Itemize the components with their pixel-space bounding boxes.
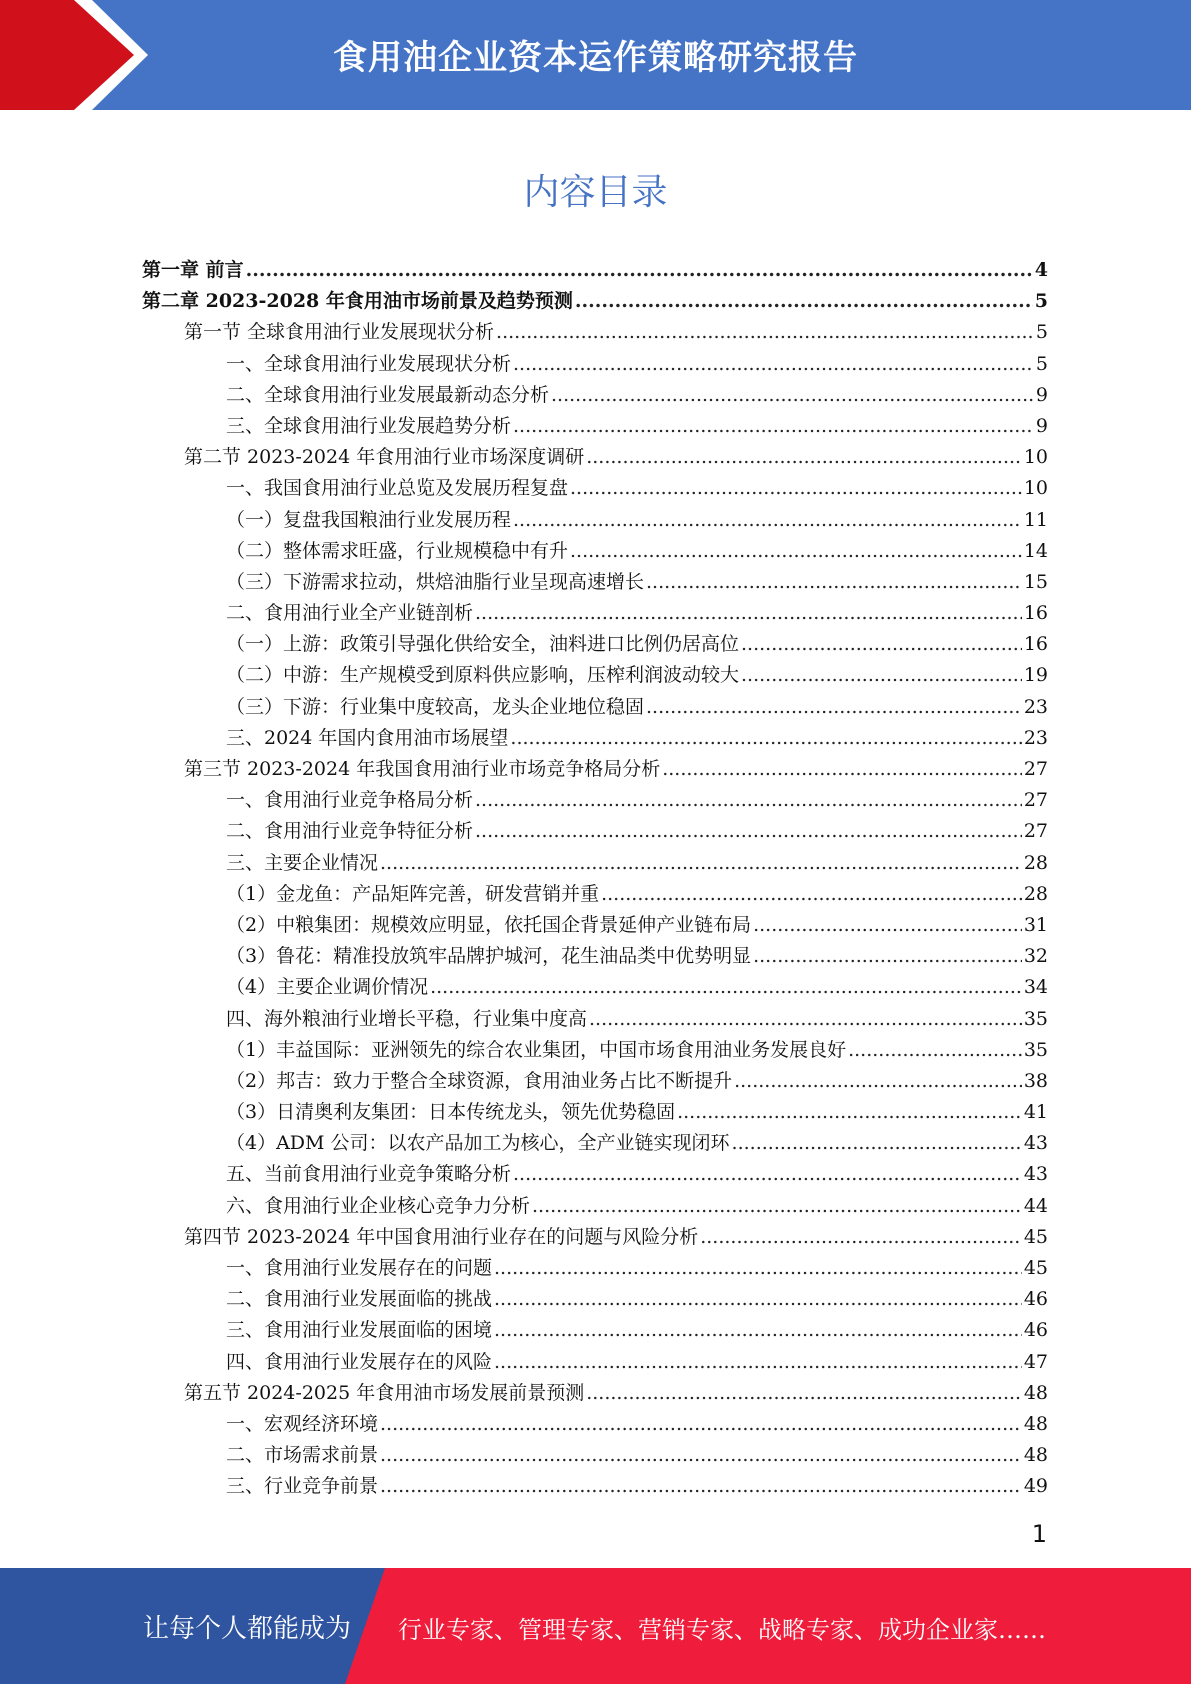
toc-entry-label: 一、全球食用油行业发展现状分析 <box>226 352 512 375</box>
toc-entry-page: 45 <box>1023 1257 1048 1279</box>
toc-entry-label: 二、市场需求前景 <box>226 1444 379 1467</box>
toc-dot-leader <box>510 723 1021 754</box>
toc-entry[interactable] <box>142 473 1048 504</box>
toc-entry-label: 二、食用油行业发展面临的挑战 <box>226 1288 493 1311</box>
toc-dot-leader <box>586 1378 1022 1409</box>
toc-entry[interactable] <box>142 442 1048 473</box>
toc-entry[interactable] <box>142 1222 1048 1253</box>
toc-dot-leader <box>513 505 1022 536</box>
toc-dot-leader <box>551 380 1034 411</box>
toc-entry-page: 14 <box>1023 539 1048 562</box>
toc-entry-label: 第二节 2023-2024 年食用油行业市场深度调研 <box>184 446 585 469</box>
toc-entry[interactable] <box>142 1284 1048 1315</box>
toc-entry[interactable] <box>142 754 1048 785</box>
footer-slogan-right: 行业专家、管理专家、营销专家、战略专家、成功企业家…… <box>398 1616 1046 1644</box>
toc-entry-label: 一、宏观经济环境 <box>226 1412 379 1435</box>
toc-entry-label: （二）中游：生产规模受到原料供应影响，压榨利润波动较大 <box>226 664 740 687</box>
toc-dot-leader <box>753 910 1022 941</box>
toc-dot-leader <box>513 349 1034 380</box>
toc-entry[interactable] <box>142 660 1048 691</box>
toc-dot-leader <box>475 816 1022 847</box>
toc-entry-label: （二）整体需求旺盛，行业规模稳中有升 <box>226 539 569 562</box>
toc-entry-label: （一）上游：政策引导强化供给安全，油料进口比例仍居高位 <box>226 633 740 656</box>
toc-dot-leader <box>380 1440 1022 1471</box>
toc-entry-page: 38 <box>1023 1069 1048 1092</box>
toc-entry-label: （三）下游：行业集中度较高，龙头企业地位稳固 <box>226 695 645 718</box>
toc-entry-page: 46 <box>1023 1319 1048 1342</box>
toc-entry-label: （4）主要企业调价情况 <box>226 976 429 999</box>
toc-dot-leader <box>700 1222 1022 1253</box>
toc-entry[interactable] <box>142 505 1048 536</box>
toc-entry-page: 5 <box>1034 290 1048 313</box>
toc-entry[interactable] <box>142 1440 1048 1471</box>
toc-entry-page: 49 <box>1023 1475 1048 1498</box>
toc-entry-label: （1）金龙鱼：产品矩阵完善，研发营销并重 <box>226 882 600 905</box>
toc-entry-label: 一、我国食用油行业总览及发展历程复盘 <box>226 477 569 500</box>
toc-dot-leader <box>532 1191 1022 1222</box>
toc-entry-page: 23 <box>1023 695 1048 718</box>
toc-dot-leader <box>380 1471 1022 1502</box>
toc-entry-page: 31 <box>1023 913 1048 936</box>
toc-entry[interactable] <box>142 692 1048 723</box>
toc-entry-page: 45 <box>1023 1225 1048 1248</box>
toc-entry-label: 五、当前食用油行业竞争策略分析 <box>226 1163 512 1186</box>
table-of-contents <box>142 255 1048 1503</box>
toc-entry[interactable] <box>142 255 1048 286</box>
toc-entry[interactable] <box>142 1347 1048 1378</box>
toc-entry-page: 10 <box>1023 477 1048 500</box>
toc-entry-label: 第一章 前言 <box>142 259 244 281</box>
toc-heading: 内容目录 <box>523 172 668 213</box>
toc-entry-page: 19 <box>1023 664 1048 687</box>
toc-entry[interactable] <box>142 785 1048 816</box>
toc-entry-page: 27 <box>1023 789 1048 812</box>
toc-dot-leader <box>734 1066 1022 1097</box>
toc-entry-page: 16 <box>1023 602 1048 625</box>
toc-entry-label: 一、食用油行业竞争格局分析 <box>226 789 474 812</box>
toc-entry-page: 28 <box>1023 851 1048 874</box>
toc-entry[interactable] <box>142 1066 1048 1097</box>
toc-entry-page: 9 <box>1035 383 1048 406</box>
toc-entry-page: 35 <box>1023 1038 1048 1061</box>
toc-entry-label: 一、食用油行业发展存在的问题 <box>226 1257 493 1279</box>
toc-dot-leader <box>601 879 1022 910</box>
toc-entry-page: 43 <box>1023 1132 1048 1155</box>
toc-entry-label: 第四节 2023-2024 年中国食用油行业存在的问题与风险分析 <box>184 1225 699 1248</box>
toc-dot-leader <box>430 972 1022 1003</box>
toc-entry-page: 48 <box>1023 1412 1048 1435</box>
toc-dot-leader <box>575 286 1033 317</box>
toc-entry[interactable] <box>142 972 1048 1003</box>
toc-entry-label: 三、2024 年国内食用油市场展望 <box>226 726 509 749</box>
toc-entry-label: 三、全球食用油行业发展趋势分析 <box>226 414 512 437</box>
toc-entry-page: 27 <box>1023 758 1048 780</box>
toc-entry-page: 5 <box>1035 321 1048 344</box>
toc-dot-leader <box>741 660 1022 691</box>
toc-entry-page: 9 <box>1035 414 1048 437</box>
toc-dot-leader <box>586 442 1022 473</box>
toc-dot-leader <box>475 785 1022 816</box>
toc-entry-label: （3）鲁花：精准投放筑牢品牌护城河，花生油品类中优势明显 <box>226 945 752 968</box>
toc-entry-page: 44 <box>1023 1194 1048 1217</box>
toc-entry-label: （4）ADM 公司：以农产品加工为核心，全产业链实现闭环 <box>226 1132 730 1155</box>
toc-dot-leader <box>246 255 1033 286</box>
toc-entry-page: 48 <box>1023 1381 1048 1404</box>
toc-dot-leader <box>475 598 1022 629</box>
toc-entry[interactable] <box>142 286 1048 317</box>
toc-entry-label: （3）日清奥利友集团：日本传统龙头，领先优势稳固 <box>226 1101 676 1124</box>
toc-dot-leader <box>646 692 1022 723</box>
page-number: 1 <box>1031 1520 1047 1548</box>
toc-dot-leader <box>513 1159 1022 1190</box>
toc-entry-label: 二、食用油行业全产业链剖析 <box>226 602 474 625</box>
toc-entry[interactable] <box>142 411 1048 442</box>
toc-entry[interactable] <box>142 1004 1048 1035</box>
toc-entry[interactable] <box>142 1035 1048 1066</box>
toc-entry-label: 第五节 2024-2025 年食用油市场发展前景预测 <box>184 1381 585 1404</box>
toc-entry[interactable] <box>142 536 1048 567</box>
toc-entry-label: 三、食用油行业发展面临的困境 <box>226 1319 493 1342</box>
toc-dot-leader <box>646 567 1022 598</box>
toc-entry-label: （一）复盘我国粮油行业发展历程 <box>226 508 512 531</box>
footer-slogan-left: 让每个人都能成为 <box>143 1614 352 1644</box>
toc-entry-label: 二、食用油行业竞争特征分析 <box>226 820 474 843</box>
toc-entry-label: （1）丰益国际：亚洲领先的综合农业集团，中国市场食用油业务发展良好 <box>226 1038 847 1061</box>
toc-entry-page: 48 <box>1023 1444 1048 1467</box>
toc-entry-label: 第一节 全球食用油行业发展现状分析 <box>184 321 495 344</box>
toc-entry-page: 16 <box>1023 633 1048 656</box>
toc-dot-leader <box>570 536 1022 567</box>
toc-entry-label: 六、食用油行业企业核心竞争力分析 <box>226 1194 531 1217</box>
toc-entry-label: 三、行业竞争前景 <box>226 1475 379 1498</box>
toc-entry[interactable] <box>142 1315 1048 1346</box>
toc-entry-page: 43 <box>1023 1163 1048 1186</box>
toc-entry-label: 四、海外粮油行业增长平稳，行业集中度高 <box>226 1007 588 1030</box>
toc-entry-page: 11 <box>1023 508 1048 531</box>
toc-entry-page: 46 <box>1023 1288 1048 1311</box>
toc-entry[interactable] <box>142 1409 1048 1440</box>
toc-entry-page: 5 <box>1035 352 1048 375</box>
toc-entry-page: 28 <box>1023 882 1048 905</box>
toc-dot-leader <box>732 1128 1022 1159</box>
toc-entry-label: （三）下游需求拉动，烘焙油脂行业呈现高速增长 <box>226 570 645 593</box>
toc-entry[interactable] <box>142 1191 1048 1222</box>
toc-dot-leader <box>380 848 1022 879</box>
toc-entry[interactable] <box>142 910 1048 941</box>
report-footer <box>0 1568 1191 1684</box>
toc-entry[interactable] <box>142 629 1048 660</box>
toc-dot-leader <box>494 1315 1022 1346</box>
toc-entry-page: 23 <box>1023 726 1048 749</box>
toc-dot-leader <box>496 317 1034 348</box>
toc-entry[interactable] <box>142 349 1048 380</box>
toc-entry-label: 三、主要企业情况 <box>226 851 379 874</box>
toc-entry-label: （2）中粮集团：规模效应明显，依托国企背景延伸产业链布局 <box>226 913 752 936</box>
toc-entry-page: 10 <box>1023 446 1048 469</box>
toc-entry[interactable] <box>142 1159 1048 1190</box>
toc-dot-leader <box>662 754 1022 785</box>
toc-entry-page: 47 <box>1023 1350 1048 1373</box>
toc-entry-label: 二、全球食用油行业发展最新动态分析 <box>226 383 550 406</box>
toc-dot-leader <box>494 1284 1022 1315</box>
toc-dot-leader <box>513 411 1034 442</box>
toc-entry-page: 27 <box>1023 820 1048 843</box>
toc-entry[interactable] <box>142 1253 1048 1284</box>
toc-entry-page: 32 <box>1023 945 1048 968</box>
toc-entry[interactable] <box>142 1471 1048 1502</box>
toc-entry-page: 34 <box>1023 976 1048 999</box>
toc-dot-leader <box>570 473 1022 504</box>
toc-entry-page: 35 <box>1023 1007 1048 1030</box>
toc-entry[interactable] <box>142 816 1048 847</box>
toc-entry[interactable] <box>142 567 1048 598</box>
toc-entry[interactable] <box>142 941 1048 972</box>
toc-entry-label: 第二章 2023-2028 年食用油市场前景及趋势预测 <box>142 290 573 313</box>
toc-dot-leader <box>677 1097 1022 1128</box>
toc-entry-label: （2）邦吉：致力于整合全球资源，食用油业务占比不断提升 <box>226 1069 733 1092</box>
toc-dot-leader <box>494 1347 1022 1378</box>
toc-entry[interactable] <box>142 598 1048 629</box>
toc-entry-label: 第三节 2023-2024 年我国食用油行业市场竞争格局分析 <box>184 758 661 780</box>
toc-dot-leader <box>753 941 1022 972</box>
toc-dot-leader <box>848 1035 1022 1066</box>
toc-entry[interactable] <box>142 848 1048 879</box>
toc-entry-page: 15 <box>1023 570 1048 593</box>
report-header <box>0 0 1191 110</box>
toc-dot-leader <box>494 1253 1022 1284</box>
toc-entry-label: 四、食用油行业发展存在的风险 <box>226 1350 493 1373</box>
toc-dot-leader <box>380 1409 1022 1440</box>
report-title: 食用油企业资本运作策略研究报告 <box>333 38 858 78</box>
toc-entry[interactable] <box>142 1097 1048 1128</box>
toc-dot-leader <box>741 629 1022 660</box>
toc-entry[interactable] <box>142 1128 1048 1159</box>
toc-entry[interactable] <box>142 380 1048 411</box>
toc-dot-leader <box>589 1004 1022 1035</box>
toc-entry[interactable] <box>142 723 1048 754</box>
toc-entry[interactable] <box>142 1378 1048 1409</box>
toc-entry[interactable] <box>142 879 1048 910</box>
toc-entry-page: 41 <box>1023 1101 1048 1124</box>
toc-entry[interactable] <box>142 317 1048 348</box>
toc-entry-page: 4 <box>1034 259 1048 281</box>
